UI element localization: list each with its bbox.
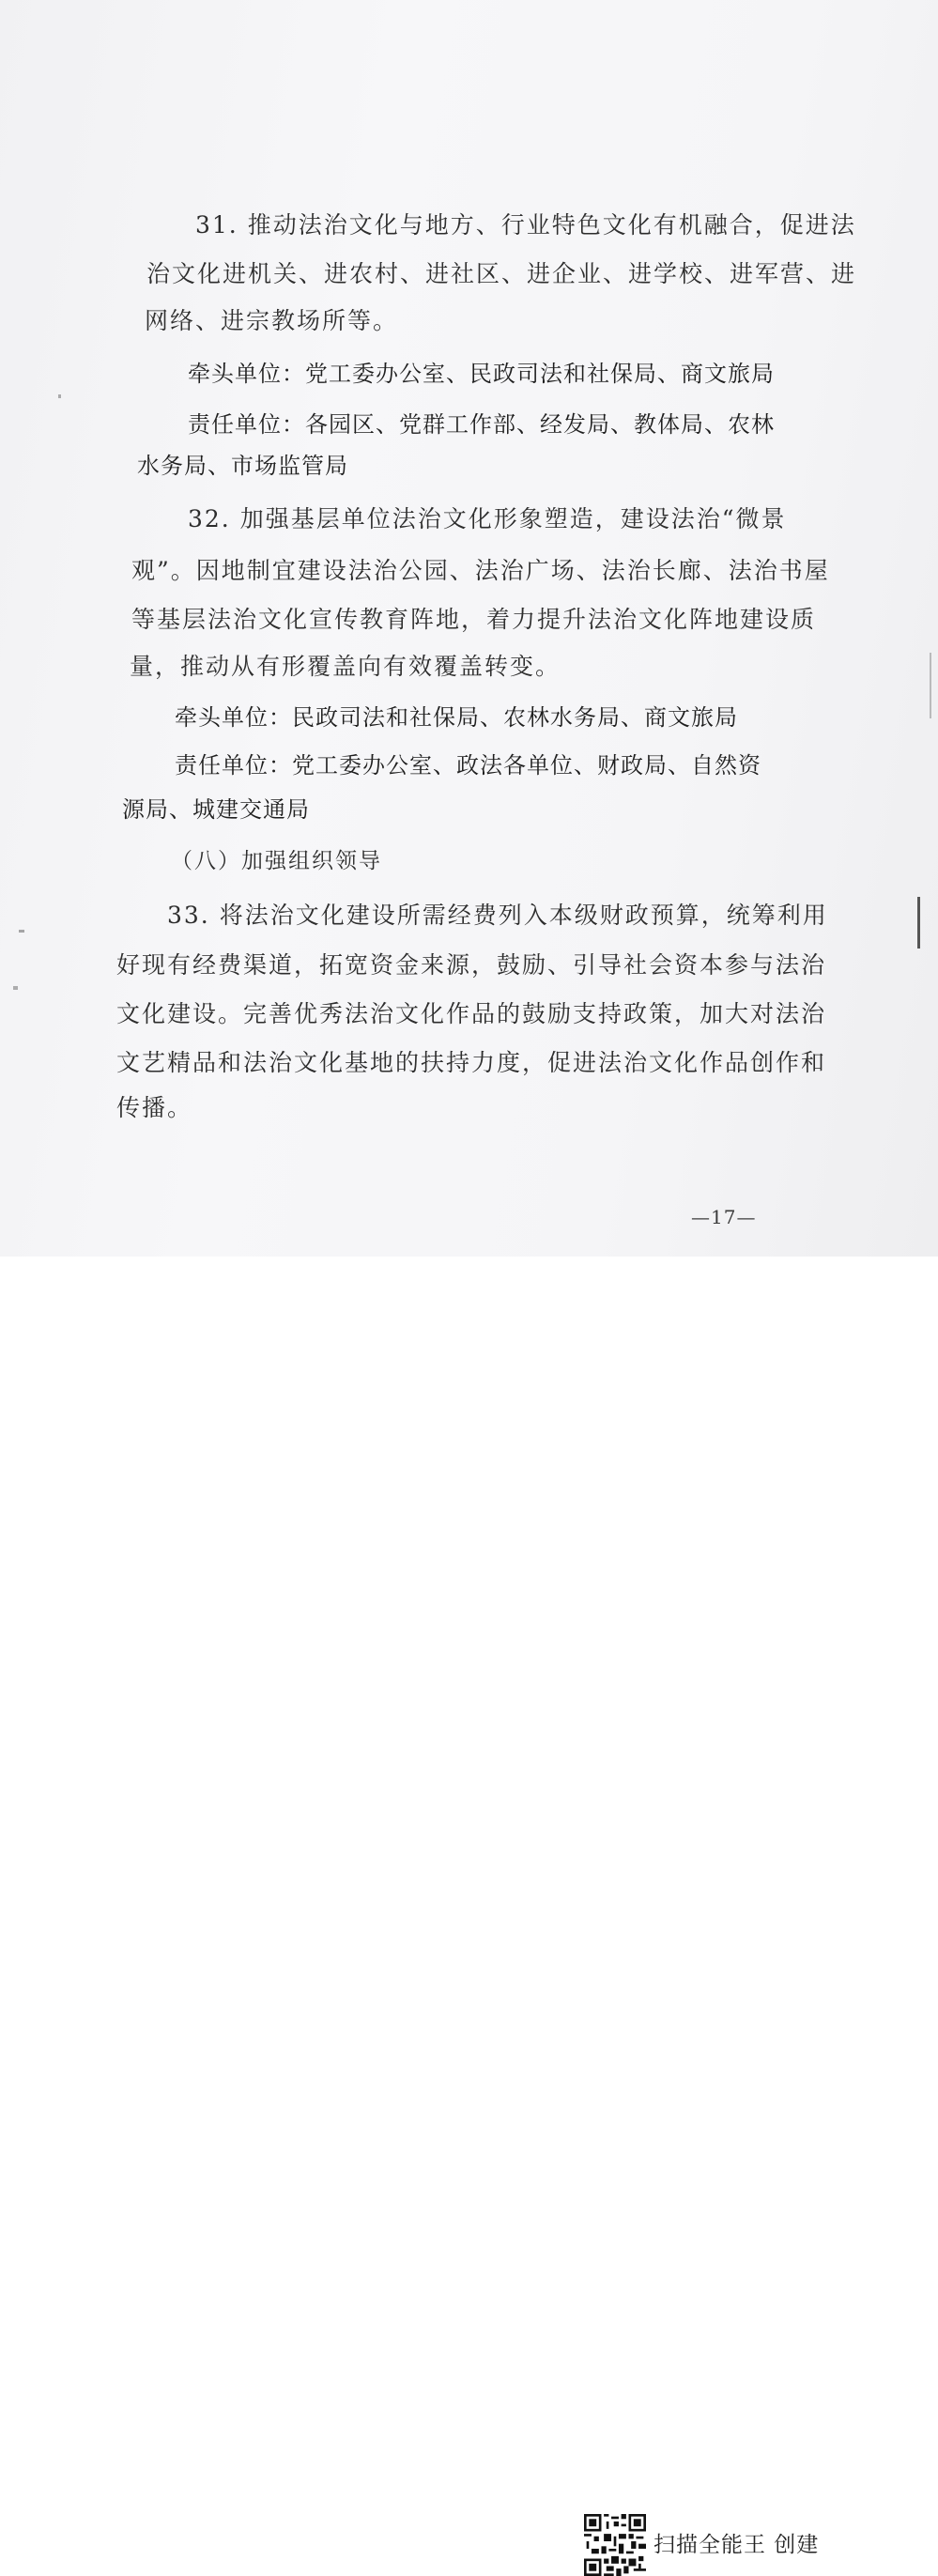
scan-mark bbox=[19, 930, 24, 933]
responsible-unit-line: 责任单位：各园区、党群工作部、经发局、教体局、农林 bbox=[188, 411, 775, 438]
text-line: 量，推动从有形覆盖向有效覆盖转变。 bbox=[130, 653, 561, 680]
lead-unit-line: 牵头单位：民政司法和社保局、农林水务局、商文旅局 bbox=[175, 704, 738, 731]
scan-mark bbox=[13, 986, 18, 990]
scan-mark bbox=[917, 897, 920, 949]
text-line: 治文化进机关、进农村、进社区、进企业、进学校、进军营、进 bbox=[146, 260, 857, 287]
scan-mark bbox=[930, 653, 931, 718]
page-number: —17— bbox=[691, 1206, 757, 1228]
text-line: 传播。 bbox=[116, 1094, 193, 1121]
responsible-unit-line: 源局、城建交通局 bbox=[122, 796, 310, 823]
responsible-unit-line: 责任单位：党工委办公室、政法各单位、财政局、自然资 bbox=[175, 752, 761, 779]
watermark-footer bbox=[0, 1257, 938, 2557]
text-line: 31. 推动法治文化与地方、行业特色文化有机融合，促进法 bbox=[195, 211, 856, 239]
text-line: 等基层法治文化宣传教育阵地，着力提升法治文化阵地建设质 bbox=[131, 606, 817, 633]
text-line: 网络、进宗教场所等。 bbox=[145, 307, 399, 334]
scanner-brand-text: 扫描全能王 创建 bbox=[654, 2533, 820, 2557]
qr-code-icon bbox=[584, 2514, 646, 2576]
text-line: 观”。因地制宜建设法治公园、法治广场、法治长廊、法治书屋 bbox=[131, 557, 830, 584]
scan-mark bbox=[58, 394, 61, 398]
text-line: 好现有经费渠道，拓宽资金来源，鼓励、引导社会资本参与法治 bbox=[116, 951, 827, 979]
text-line: 32. 加强基层单位法治文化形象塑造，建设法治“微景 bbox=[188, 505, 787, 532]
scanned-page bbox=[0, 0, 938, 1257]
responsible-unit-line: 水务局、市场监管局 bbox=[137, 453, 348, 479]
text-line: 文艺精品和法治文化基地的扶持力度，促进法治文化作品创作和 bbox=[116, 1049, 827, 1076]
lead-unit-line: 牵头单位：党工委办公室、民政司法和社保局、商文旅局 bbox=[188, 361, 775, 387]
section-heading: （八）加强组织领导 bbox=[171, 849, 382, 873]
text-line: 33. 将法治文化建设所需经费列入本级财政预算，统筹利用 bbox=[167, 902, 828, 929]
text-line: 文化建设。完善优秀法治文化作品的鼓励支持政策，加大对法治 bbox=[116, 1000, 827, 1027]
